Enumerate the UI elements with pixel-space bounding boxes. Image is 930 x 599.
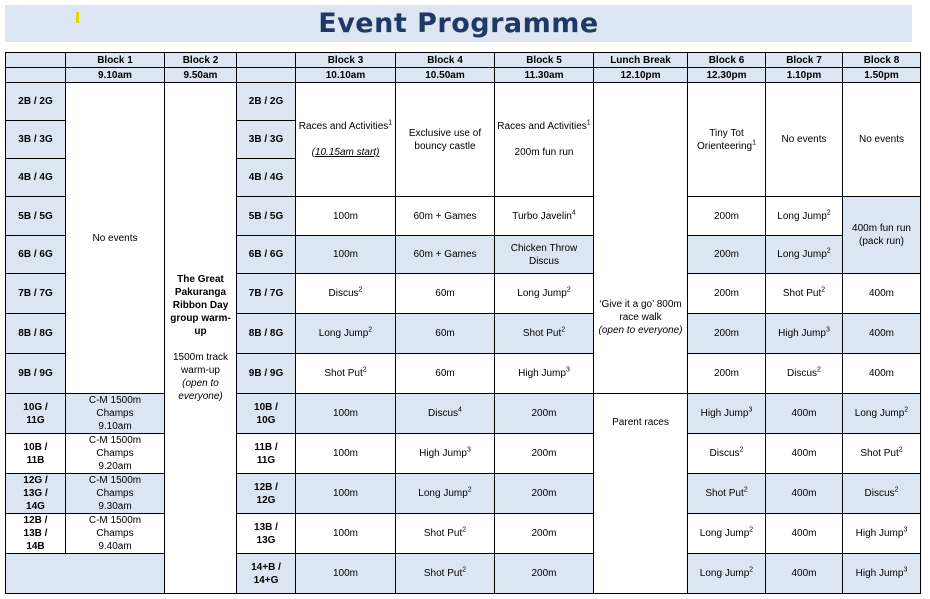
header-row-times xyxy=(6,68,921,83)
class-label: 2B / 2G xyxy=(6,83,66,121)
lunch-giveitago xyxy=(594,83,688,394)
block2-cell xyxy=(165,83,237,594)
class-label: 2B / 2G xyxy=(237,83,296,121)
event-cell: 200m xyxy=(495,554,594,594)
block5-races-label: Races and Activities$^1$ xyxy=(497,119,591,132)
class-label: 6B / 6G xyxy=(6,236,66,274)
block6-tinytot: Tiny Tot Orienteering$^1$ xyxy=(688,83,766,197)
event-cell: Shot Put$^2$ xyxy=(296,354,396,394)
class-label: 8B / 8G xyxy=(237,314,296,354)
event-cell: 400m xyxy=(843,274,921,314)
table-row xyxy=(6,83,921,121)
block-time: 10.50am xyxy=(396,68,495,83)
event-cell: Long Jump$^2$ xyxy=(766,197,843,236)
event-cell: 100m xyxy=(296,474,396,514)
block-header: Block 6 xyxy=(688,53,766,68)
event-cell: High Jump$^3$ xyxy=(396,434,495,474)
event-cell: Long Jump$^2$ xyxy=(296,314,396,354)
event-cell: 100m xyxy=(296,514,396,554)
event-cell: Turbo Javelin$^4$ xyxy=(495,197,594,236)
event-cell: 200m xyxy=(495,514,594,554)
block-time: 12.30pm xyxy=(688,68,766,83)
header-row-blocks xyxy=(6,53,921,68)
event-cell: High Jump$^3$ xyxy=(843,514,921,554)
header-gap xyxy=(237,68,296,83)
event-cell: 400m xyxy=(766,474,843,514)
block5-funrun: 200m fun run xyxy=(514,147,574,158)
empty-cell xyxy=(6,554,165,594)
class-label: 10G / 11G xyxy=(6,394,66,434)
event-cell: Long Jump$^2$ xyxy=(688,514,766,554)
event-programme-table xyxy=(5,52,921,594)
event-cell: High Jump$^3$ xyxy=(843,554,921,594)
block8-funrun: 400m fun run (pack run) xyxy=(843,197,921,274)
table-row xyxy=(6,434,921,474)
event-cell: Shot Put$^2$ xyxy=(396,554,495,594)
event-cell: 100m xyxy=(296,554,396,594)
class-label: 7B / 7G xyxy=(6,274,66,314)
table-row xyxy=(6,554,921,594)
class-label: 13B / 13G xyxy=(237,514,296,554)
event-cell: High Jump$^3$ xyxy=(688,394,766,434)
table-row xyxy=(6,394,921,434)
class-label: 9B / 9G xyxy=(237,354,296,394)
event-cell: 200m xyxy=(688,314,766,354)
event-cell: 200m xyxy=(495,394,594,434)
block-header: Block 5 xyxy=(495,53,594,68)
class-label: 12G / 13G / 14G xyxy=(6,474,66,514)
block3-races-label: Races and Activities$^1$ xyxy=(298,119,393,132)
lunch-open: (open to everyone) xyxy=(598,325,683,336)
event-cell: 400m xyxy=(843,354,921,394)
event-cell: Chicken Throw Discus xyxy=(495,236,594,274)
table-row xyxy=(6,474,921,514)
event-cell: 60m xyxy=(396,274,495,314)
block-time: 1.50pm xyxy=(843,68,921,83)
block3-start: (10.15am start) xyxy=(311,147,380,158)
class-label: 4B / 4G xyxy=(6,159,66,197)
title-bar xyxy=(5,5,912,42)
class-label: 9B / 9G xyxy=(6,354,66,394)
block2-track: 1500m track warm-up xyxy=(172,352,229,376)
block-header: Lunch Break xyxy=(594,53,688,68)
block-header: Block 7 xyxy=(766,53,843,68)
class-label: 14+B / 14+G xyxy=(237,554,296,594)
block-header: Block 2 xyxy=(165,53,237,68)
block-header: Block 8 xyxy=(843,53,921,68)
class-label: 12B / 12G xyxy=(237,474,296,514)
lunch-giveitago-label: ‘Give it a go’ 800m race walk xyxy=(599,299,682,323)
class-label: 11B / 11G xyxy=(237,434,296,474)
event-cell: Long Jump$^2$ xyxy=(688,554,766,594)
block2-title: The Great Pakuranga Ribbon Day group warm-up xyxy=(170,274,231,337)
class-label: 8B / 8G xyxy=(6,314,66,354)
event-cell: Discus$^2$ xyxy=(843,474,921,514)
event-cell: Shot Put$^2$ xyxy=(495,314,594,354)
event-cell: 400m xyxy=(766,514,843,554)
block1-cm: C-M 1500m Champs 9.30am xyxy=(66,474,165,514)
event-cell: 400m xyxy=(766,394,843,434)
event-cell: Shot Put$^2$ xyxy=(396,514,495,554)
event-cell: Discus$^2$ xyxy=(296,274,396,314)
event-cell: 400m xyxy=(766,554,843,594)
block1-cm: C-M 1500m Champs 9.10am xyxy=(66,394,165,434)
event-cell: Shot Put$^2$ xyxy=(688,474,766,514)
event-cell: 100m xyxy=(296,394,396,434)
class-label: 12B / 13B / 14B xyxy=(6,514,66,554)
event-cell: 60m + Games xyxy=(396,197,495,236)
event-cell: Long Jump$^2$ xyxy=(843,394,921,434)
block5-races xyxy=(495,83,594,197)
class-label: 6B / 6G xyxy=(237,236,296,274)
block-time: 11.30am xyxy=(495,68,594,83)
block-header: Block 4 xyxy=(396,53,495,68)
block3-races xyxy=(296,83,396,197)
class-label: 10B / 11B xyxy=(6,434,66,474)
block1-no-events: No events xyxy=(66,83,165,394)
block-header: Block 1 xyxy=(66,53,165,68)
event-cell: 200m xyxy=(688,354,766,394)
header-corner xyxy=(6,68,66,83)
cursor-mark xyxy=(76,12,79,23)
class-label: 3B / 3G xyxy=(6,121,66,159)
event-cell: 60m + Games xyxy=(396,236,495,274)
event-cell: Discus$^4$ xyxy=(396,394,495,434)
block-time: 9.10am xyxy=(66,68,165,83)
event-cell: 100m xyxy=(296,197,396,236)
event-cell: 60m xyxy=(396,354,495,394)
page-title: Event Programme xyxy=(318,8,599,39)
block-time: 9.50am xyxy=(165,68,237,83)
event-cell: 200m xyxy=(495,474,594,514)
block-time: 1.10pm xyxy=(766,68,843,83)
lunch-parent-races: Parent races xyxy=(594,394,688,594)
block2-open: (open to everyone) xyxy=(178,378,223,402)
block-header: Block 3 xyxy=(296,53,396,68)
event-cell: 200m xyxy=(495,434,594,474)
event-cell: 400m xyxy=(766,434,843,474)
event-cell: Shot Put$^2$ xyxy=(843,434,921,474)
block4-castle: Exclusive use of bouncy castle xyxy=(396,83,495,197)
block1-cm: C-M 1500m Champs 9.20am xyxy=(66,434,165,474)
event-cell: 400m xyxy=(843,314,921,354)
event-cell: Shot Put$^2$ xyxy=(766,274,843,314)
event-cell: 200m xyxy=(688,197,766,236)
class-label: 7B / 7G xyxy=(237,274,296,314)
block1-cm: C-M 1500m Champs 9.40am xyxy=(66,514,165,554)
event-cell: 100m xyxy=(296,236,396,274)
block7-no-events: No events xyxy=(766,83,843,197)
class-label: 10B / 10G xyxy=(237,394,296,434)
event-cell: High Jump$^3$ xyxy=(495,354,594,394)
header-gap xyxy=(237,53,296,68)
event-cell: Discus$^2$ xyxy=(688,434,766,474)
block-time: 10.10am xyxy=(296,68,396,83)
event-cell: High Jump$^3$ xyxy=(766,314,843,354)
event-cell: Long Jump$^2$ xyxy=(396,474,495,514)
class-label: 5B / 5G xyxy=(6,197,66,236)
table-row xyxy=(6,514,921,554)
event-cell: 60m xyxy=(396,314,495,354)
event-cell: Long Jump$^2$ xyxy=(495,274,594,314)
event-cell: Long Jump$^2$ xyxy=(766,236,843,274)
event-cell: 100m xyxy=(296,434,396,474)
event-cell: 200m xyxy=(688,236,766,274)
header-corner xyxy=(6,53,66,68)
event-cell: 200m xyxy=(688,274,766,314)
class-label: 3B / 3G xyxy=(237,121,296,159)
class-label: 5B / 5G xyxy=(237,197,296,236)
block8-no-events: No events xyxy=(843,83,921,197)
block-time: 12.10pm xyxy=(594,68,688,83)
event-cell: Discus$^2$ xyxy=(766,354,843,394)
class-label: 4B / 4G xyxy=(237,159,296,197)
